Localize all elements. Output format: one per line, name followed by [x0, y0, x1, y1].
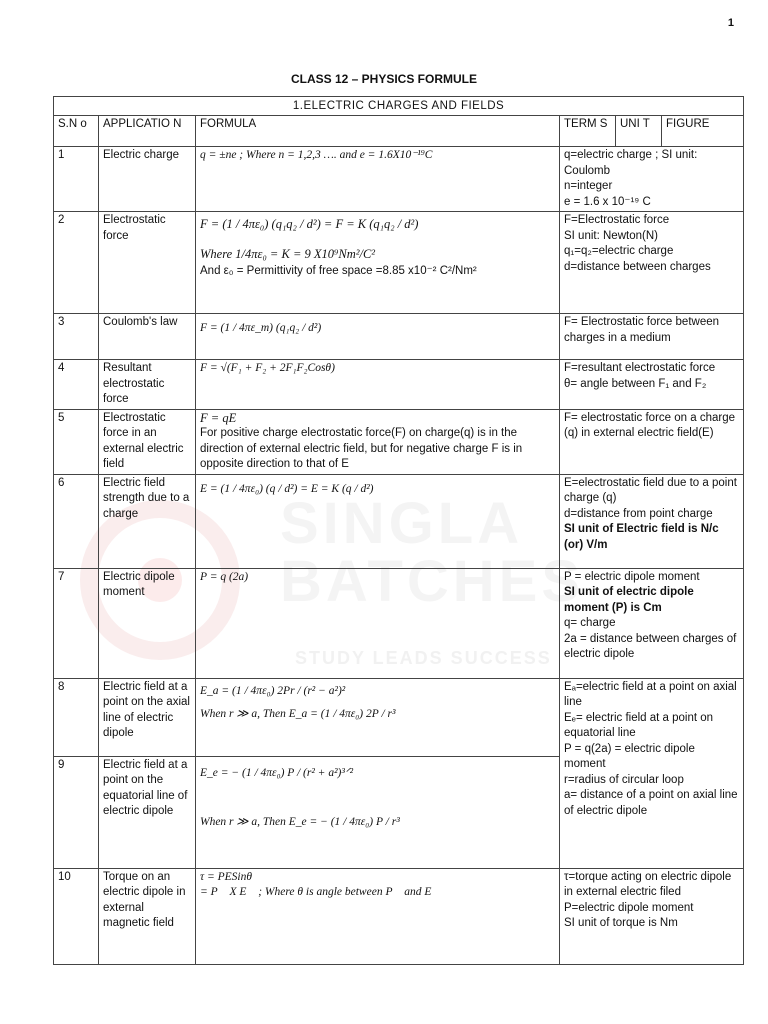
- cell-application: Electric field at a point on the axial line of electric dipole: [99, 678, 196, 756]
- cell-terms: F=resultant electrostatic force θ= angle between F₁ and F₂: [560, 360, 744, 410]
- cell-application: Electric field strength due to a charge: [99, 474, 196, 568]
- cell-sno: 4: [54, 360, 99, 410]
- table-row: [54, 314, 744, 360]
- cell-formula: E = (1 / 4πε₀) (q / d²) = E = K (q / d²): [196, 474, 560, 568]
- cell-sno: 3: [54, 314, 99, 360]
- table-header-row: [54, 116, 744, 147]
- cell-terms: Eₐ=electric field at a point on axial line Eₑ= electric field at a point on equatorial line P = q(2a) = electric dipole moment r=radius of circular loop a= distance of a point on axial line of electric dipole: [560, 678, 744, 868]
- cell-sno: 8: [54, 678, 99, 756]
- cell-application: Electrostatic force: [99, 212, 196, 314]
- cell-formula: P = q (2a): [196, 568, 560, 678]
- cell-application: Resultant electrostatic force: [99, 360, 196, 410]
- cell-sno: 6: [54, 474, 99, 568]
- cell-sno: 1: [54, 147, 99, 212]
- cell-terms: τ=torque acting on electric dipole in external electric filed P=electric dipole moment SI unit of torque is Nm: [560, 868, 744, 964]
- cell-terms: P = electric dipole moment SI unit of electric dipole moment (P) is Cm q= charge 2a = distance between charges of electric dipole: [560, 568, 744, 678]
- cell-application: Coulomb's law: [99, 314, 196, 360]
- table-row: [54, 147, 744, 212]
- section-title: 1.ELECTRIC CHARGES AND FIELDS: [54, 97, 744, 116]
- table-row: [54, 212, 744, 314]
- cell-sno: 9: [54, 756, 99, 868]
- cell-terms: F= Electrostatic force between charges in a medium: [560, 314, 744, 360]
- cell-sno: 7: [54, 568, 99, 678]
- header-unit: UNI T: [616, 116, 662, 147]
- formula-table: [53, 96, 744, 965]
- cell-formula: F = qE For positive charge electrostatic force(F) on charge(q) is in the direction of external electric field, but for negative charge F is in opposite direction to that of E: [196, 409, 560, 474]
- header-terms: TERM S: [560, 116, 616, 147]
- cell-terms: E=electrostatic field due to a point charge (q) d=distance from point charge SI unit of Electric field is N/c (or) V/m: [560, 474, 744, 568]
- cell-terms: F=Electrostatic force SI unit: Newton(N) q₁=q₂=electric charge d=distance between charges: [560, 212, 744, 314]
- table-row: [54, 868, 744, 964]
- cell-formula: F = (1 / 4πε_m) (q₁q₂ / d²): [196, 314, 560, 360]
- table-row: [54, 568, 744, 678]
- document-title: CLASS 12 – PHYSICS FORMULE: [290, 72, 478, 86]
- header-sno: S.N o: [54, 116, 99, 147]
- cell-formula: τ = PESinθ = P⃗ X E⃗ ; Where θ is angle between P⃗ and E⃗: [196, 868, 560, 964]
- table-row: [54, 360, 744, 410]
- cell-application: Torque on an electric dipole in external magnetic field: [99, 868, 196, 964]
- table-row: [54, 409, 744, 474]
- cell-application: Electric field at a point on the equatorial line of electric dipole: [99, 756, 196, 868]
- table-row: [54, 474, 744, 568]
- table-row: [54, 678, 744, 756]
- cell-terms: F= electrostatic force on a charge (q) in external electric field(E): [560, 409, 744, 474]
- cell-formula: q = ±ne ; Where n = 1,2,3 …. and e = 1.6X10⁻¹⁹C: [196, 147, 560, 212]
- cell-application: Electrostatic force in an external electric field: [99, 409, 196, 474]
- cell-sno: 5: [54, 409, 99, 474]
- cell-application: Electric charge: [99, 147, 196, 212]
- page-number: 1: [727, 17, 734, 29]
- cell-formula: E_e = − (1 / 4πε₀) P / (r² + a²)³ᐟ² When r ≫ a, Then E_e = − (1 / 4πε₀) P / r³: [196, 756, 560, 868]
- cell-sno: 10: [54, 868, 99, 964]
- header-figure: FIGURE: [662, 116, 744, 147]
- cell-terms: q=electric charge ; SI unit: Coulomb n=integer e = 1.6 x 10⁻¹⁹ C: [560, 147, 744, 212]
- cell-sno: 2: [54, 212, 99, 314]
- cell-formula: F = (1 / 4πε₀) (q₁q₂ / d²) = F = K (q₁q₂ / d²) Where 1/4πε₀ = K = 9 X10⁹Nm²/C² And ε₀ = Permittivity of free space =8.85 x10⁻² C²/Nm²: [196, 212, 560, 314]
- cell-application: Electric dipole moment: [99, 568, 196, 678]
- cell-formula: F = √(F₁ + F₂ + 2F₁F₂Cosθ): [196, 360, 560, 410]
- watermark-tagline: STUDY LEADS SUCCESS: [295, 648, 552, 668]
- cell-formula: E_a = (1 / 4πε₀) 2Pr / (r² − a²)² When r ≫ a, Then E_a = (1 / 4πε₀) 2P / r³: [196, 678, 560, 756]
- watermark-line2: BATCHES: [280, 549, 585, 614]
- watermark-line1: SINGLA: [280, 491, 524, 556]
- header-application: APPLICATIO N: [99, 116, 196, 147]
- header-formula: FORMULA: [196, 116, 560, 147]
